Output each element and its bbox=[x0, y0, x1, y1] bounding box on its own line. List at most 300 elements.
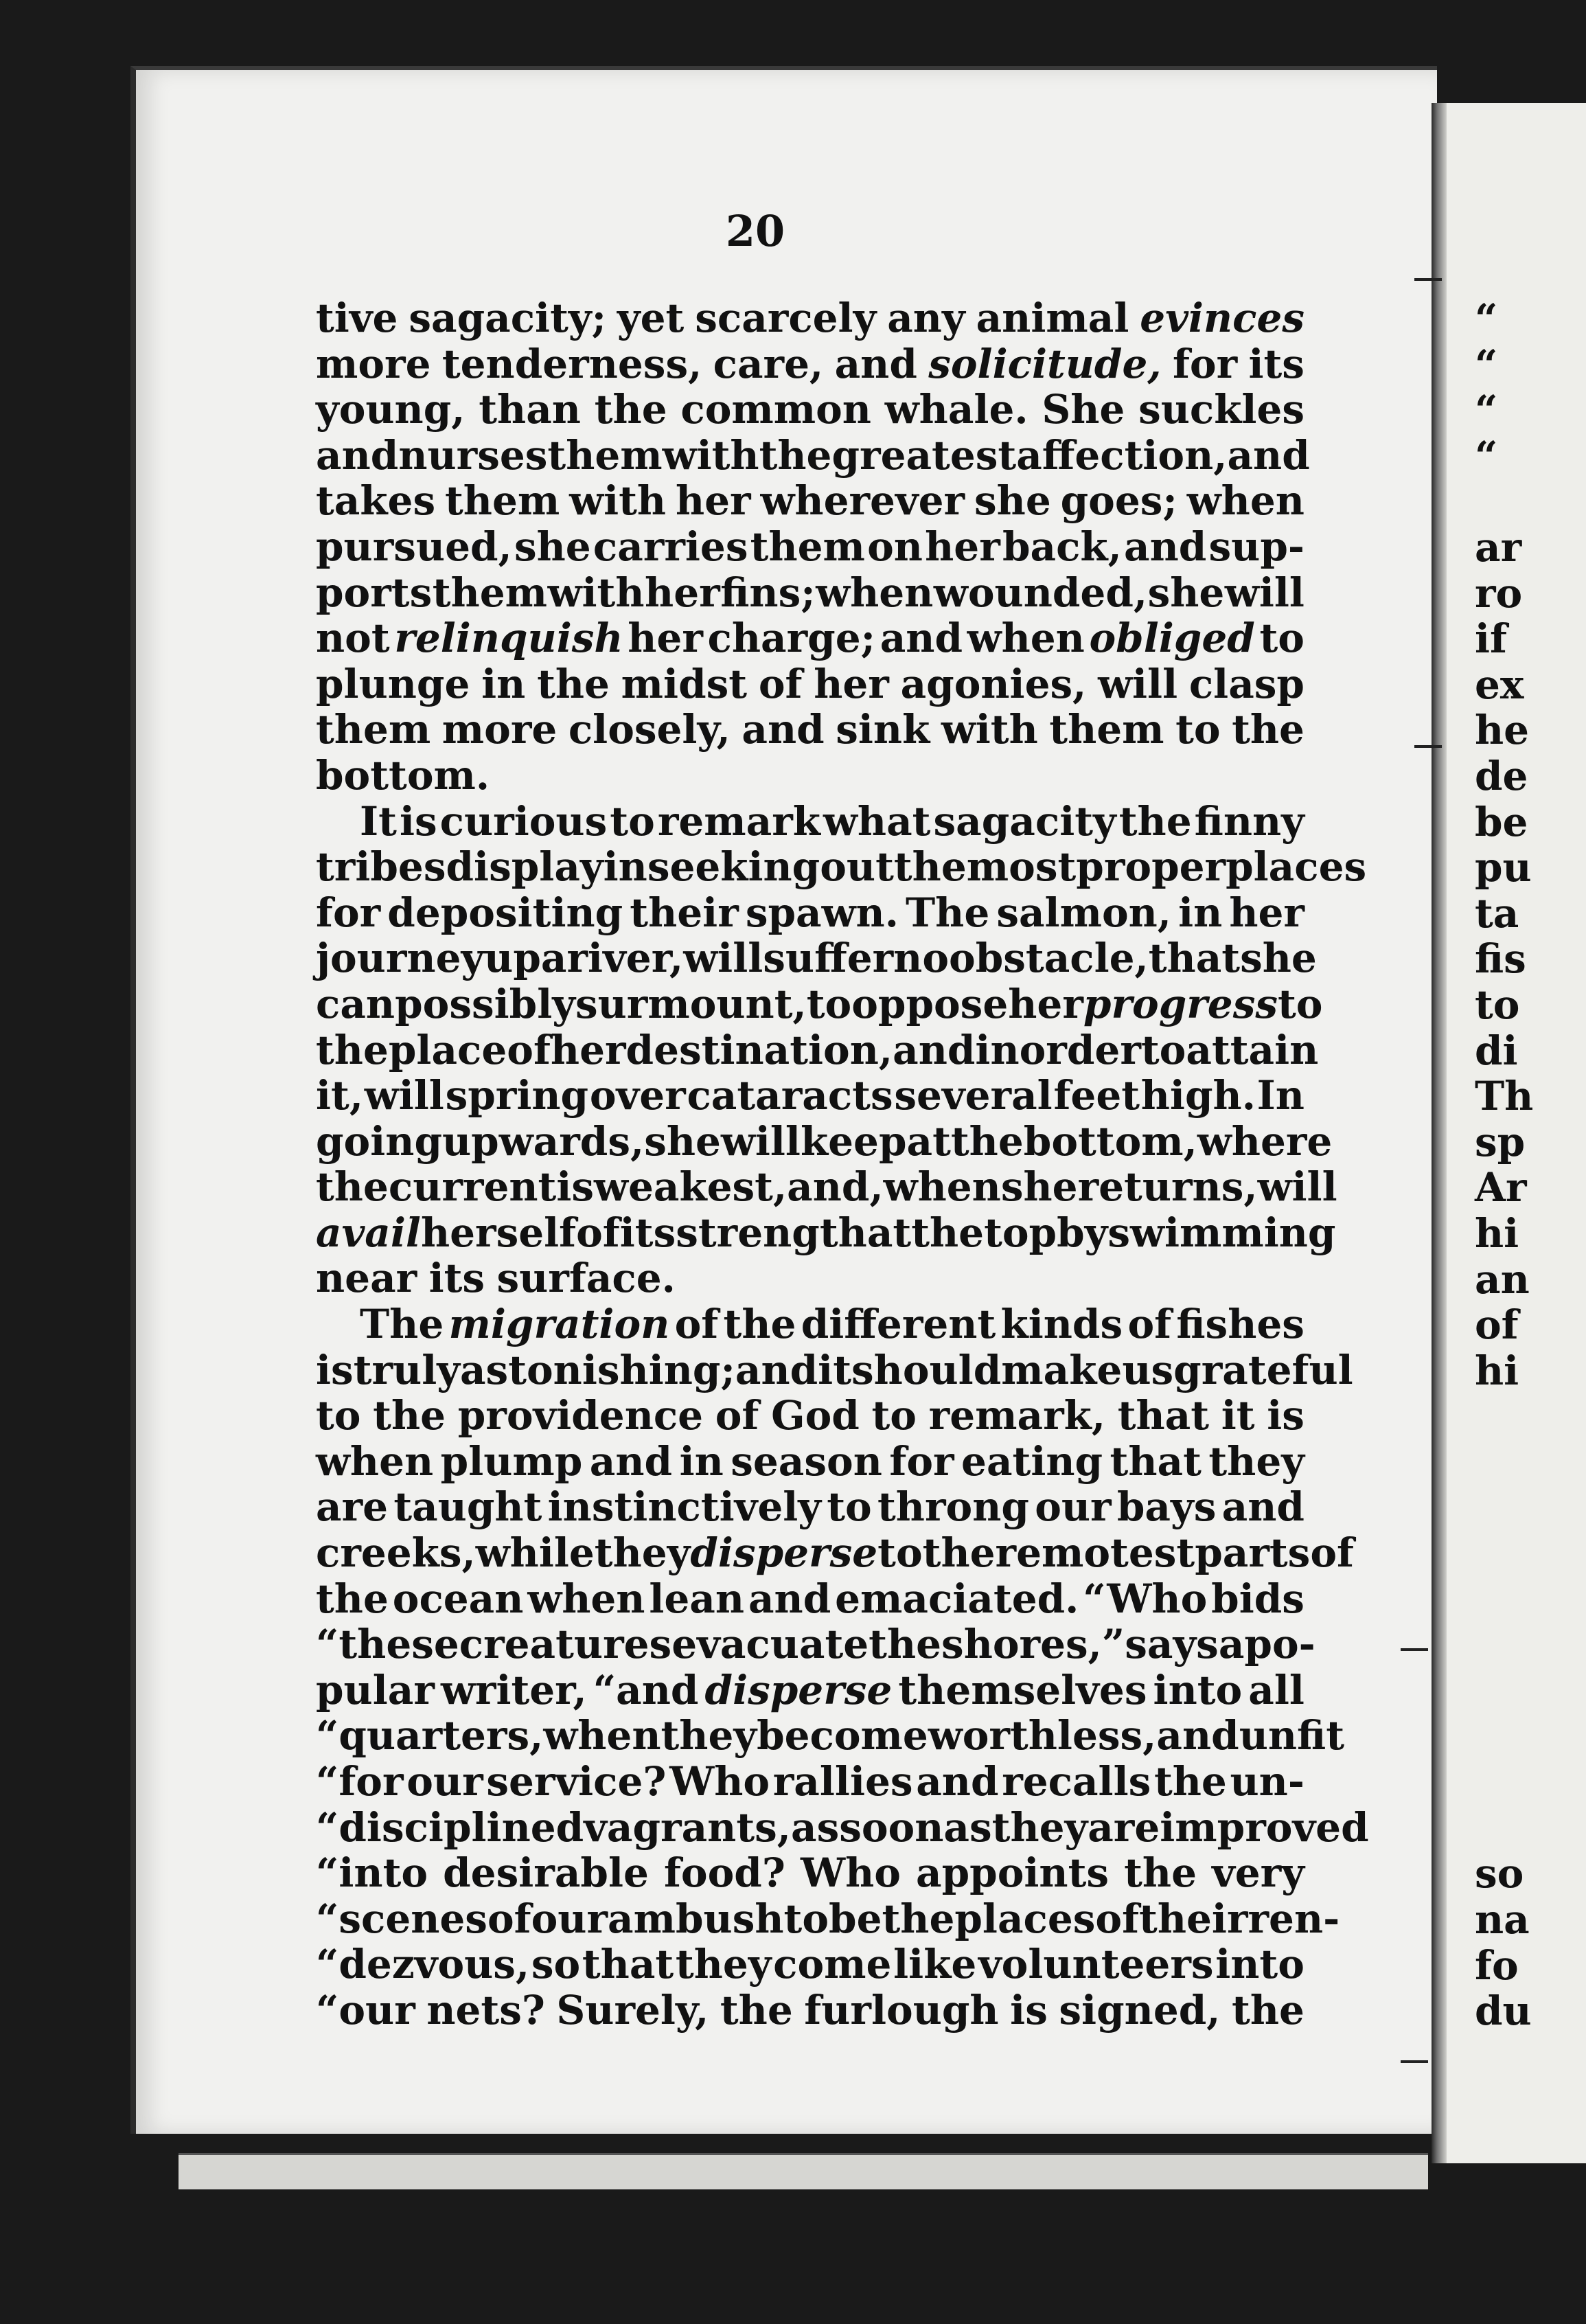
word: emaciated. bbox=[835, 1575, 1079, 1622]
word: so bbox=[531, 1941, 581, 1988]
word: the bbox=[316, 1575, 389, 1622]
book-gutter bbox=[1432, 103, 1447, 2163]
word: into bbox=[1215, 1941, 1305, 1988]
word: of bbox=[1095, 1895, 1140, 1942]
word: ren- bbox=[1248, 1895, 1340, 1942]
word: them bbox=[445, 477, 560, 525]
text-line bbox=[316, 1255, 1305, 1301]
text-line bbox=[316, 478, 1305, 524]
facing-page-fragment: de bbox=[1475, 753, 1528, 799]
word: to bbox=[806, 980, 852, 1027]
word: plunge bbox=[316, 660, 470, 707]
word: the bbox=[759, 431, 832, 479]
word: she bbox=[1240, 935, 1317, 982]
text-line bbox=[316, 980, 1323, 1027]
word: of bbox=[674, 1301, 719, 1348]
word: “disciplined bbox=[316, 1803, 584, 1851]
word: near bbox=[316, 1255, 417, 1302]
word: the bbox=[922, 1529, 996, 1577]
facing-page-fragment: ar bbox=[1475, 524, 1522, 571]
page-stack-edge bbox=[179, 2153, 1428, 2189]
word: surmount, bbox=[575, 980, 807, 1027]
word: them bbox=[432, 569, 548, 616]
word: at bbox=[866, 1209, 912, 1256]
word: seeking bbox=[647, 843, 820, 891]
word: and, bbox=[787, 1163, 884, 1211]
word: suffer bbox=[763, 935, 894, 982]
word: “scenes bbox=[316, 1895, 487, 1942]
word: to bbox=[1278, 980, 1323, 1027]
word: her bbox=[1229, 889, 1305, 936]
word: it bbox=[1221, 1392, 1255, 1439]
word: recalls bbox=[1002, 1758, 1151, 1805]
word: she bbox=[1147, 569, 1225, 616]
word: her bbox=[925, 523, 1000, 570]
word: for bbox=[316, 889, 381, 936]
word: creatures bbox=[459, 1621, 672, 1668]
text-line bbox=[316, 661, 1305, 707]
word: sagacity bbox=[933, 797, 1116, 845]
word: them bbox=[316, 706, 431, 753]
word: “these bbox=[316, 1621, 459, 1668]
text-line bbox=[316, 524, 1305, 570]
word: them bbox=[750, 523, 865, 570]
word: when bbox=[316, 1437, 434, 1485]
word: salmon, bbox=[996, 889, 1171, 936]
facing-page-fragment: to bbox=[1475, 981, 1520, 1028]
word: her bbox=[814, 660, 889, 707]
word: out bbox=[820, 843, 894, 891]
word: order bbox=[1019, 1026, 1141, 1073]
word: more bbox=[441, 706, 558, 753]
word: the bbox=[723, 1301, 796, 1348]
word: over bbox=[589, 1072, 686, 1119]
text-line bbox=[316, 1759, 1305, 1805]
word: “for bbox=[316, 1758, 404, 1805]
italic-word: avail bbox=[316, 1209, 421, 1256]
binding-mark bbox=[1401, 1648, 1428, 1651]
word: are bbox=[316, 1483, 389, 1531]
word: feet bbox=[1053, 1072, 1140, 1119]
word: takes bbox=[316, 477, 436, 525]
text-line bbox=[316, 1163, 1337, 1211]
word: be bbox=[829, 1895, 882, 1942]
word: several bbox=[894, 1072, 1053, 1119]
word: sup- bbox=[1208, 523, 1305, 570]
word: when bbox=[883, 1163, 1001, 1211]
word: Surely, bbox=[556, 1986, 709, 2034]
facing-page-fragment: “ bbox=[1475, 432, 1498, 479]
text-line bbox=[316, 1484, 1305, 1530]
word: the bbox=[316, 1163, 389, 1211]
text-line bbox=[316, 1393, 1305, 1439]
word: the bbox=[537, 660, 610, 707]
word: with bbox=[662, 431, 759, 479]
facing-page-fragment: he bbox=[1475, 707, 1530, 754]
word: she bbox=[1000, 1163, 1078, 1211]
word: and bbox=[1221, 1483, 1305, 1531]
word: animal bbox=[976, 295, 1129, 341]
word: tive bbox=[316, 295, 398, 341]
text-line bbox=[316, 1209, 1336, 1256]
word: remark, bbox=[928, 1392, 1106, 1439]
facing-page-fragment: ex bbox=[1475, 661, 1524, 708]
word: top bbox=[984, 1209, 1057, 1256]
word: when bbox=[967, 615, 1085, 662]
word: is bbox=[1010, 1986, 1048, 2034]
word: pursued, bbox=[316, 523, 512, 570]
word: in bbox=[603, 843, 647, 891]
word: spring bbox=[445, 1072, 589, 1119]
word: God bbox=[771, 1392, 860, 1439]
word: Who bbox=[800, 1849, 901, 1897]
word: in bbox=[481, 660, 526, 707]
binding-mark bbox=[1401, 2060, 1428, 2063]
word: by bbox=[1057, 1209, 1108, 1256]
word: they bbox=[675, 1941, 772, 1988]
text-line bbox=[316, 1712, 1344, 1759]
word: season bbox=[731, 1437, 882, 1485]
word: soon bbox=[839, 1803, 944, 1851]
word: what bbox=[823, 797, 931, 845]
word: the bbox=[720, 1986, 793, 2034]
word: are bbox=[1088, 1803, 1160, 1851]
text-line bbox=[316, 1576, 1305, 1622]
word: the bbox=[1124, 1849, 1197, 1897]
word: of bbox=[507, 1026, 551, 1073]
word: remotest bbox=[995, 1529, 1195, 1577]
text-line bbox=[316, 1941, 1305, 1987]
text-line bbox=[316, 753, 1305, 799]
word: river, bbox=[566, 935, 684, 982]
word: of bbox=[1127, 1301, 1172, 1348]
word: is bbox=[1267, 1392, 1305, 1439]
word: to bbox=[1140, 1026, 1186, 1073]
word: us bbox=[1122, 1346, 1174, 1393]
word: remark bbox=[657, 797, 820, 845]
word: as bbox=[790, 1803, 840, 1851]
word: improved bbox=[1160, 1803, 1369, 1851]
word: of bbox=[758, 660, 803, 707]
word: tribes bbox=[316, 843, 446, 891]
word: they bbox=[594, 1529, 691, 1577]
word: charge; bbox=[707, 615, 876, 662]
word: all bbox=[1248, 1666, 1305, 1713]
word: common bbox=[680, 386, 871, 433]
word: taught bbox=[393, 1483, 542, 1531]
word: she bbox=[514, 523, 591, 570]
facing-page-fragment: sp bbox=[1475, 1118, 1526, 1165]
word: themselves bbox=[898, 1666, 1147, 1713]
word: will bbox=[1098, 660, 1178, 707]
word: attain bbox=[1186, 1026, 1319, 1073]
word: back, bbox=[1002, 523, 1122, 570]
word: suckles bbox=[1138, 386, 1305, 433]
word: oppose bbox=[851, 980, 1009, 1027]
facing-page-fragment: “ bbox=[1475, 387, 1498, 434]
facing-page-fragment: of bbox=[1475, 1301, 1519, 1349]
word: will bbox=[720, 1117, 801, 1165]
word: to bbox=[316, 1392, 361, 1439]
word: its bbox=[1248, 340, 1305, 387]
word: is bbox=[316, 1346, 354, 1393]
word: ports bbox=[316, 569, 433, 616]
word: in bbox=[1178, 889, 1223, 936]
word: surface. bbox=[496, 1255, 676, 1302]
word: different bbox=[801, 1301, 996, 1348]
word: depositing bbox=[387, 889, 623, 936]
word: on bbox=[867, 523, 923, 570]
word: her bbox=[628, 615, 703, 662]
word: proper bbox=[1076, 843, 1226, 891]
word: the bbox=[1232, 1986, 1305, 2034]
word: ambush bbox=[608, 1895, 784, 1942]
word: up bbox=[484, 935, 541, 982]
word: wherever bbox=[760, 477, 965, 525]
text-line bbox=[316, 890, 1305, 936]
italic-word: solicitude, bbox=[928, 340, 1162, 387]
word: strength bbox=[676, 1209, 867, 1256]
word: make bbox=[1001, 1346, 1123, 1393]
word: ocean bbox=[392, 1575, 524, 1622]
word: shores,” bbox=[941, 1621, 1125, 1668]
word: will bbox=[1257, 1163, 1337, 1211]
text-line bbox=[316, 341, 1305, 387]
word: grateful bbox=[1173, 1346, 1353, 1393]
word: a bbox=[1218, 1621, 1245, 1668]
italic-word: disperse bbox=[704, 1666, 893, 1713]
text-line bbox=[316, 1803, 1369, 1851]
text-line bbox=[316, 295, 1305, 341]
word: and bbox=[893, 1026, 976, 1073]
word: should bbox=[851, 1346, 1002, 1393]
word: no bbox=[893, 935, 950, 982]
facing-page-fragment: hi bbox=[1475, 1210, 1519, 1257]
word: finny bbox=[1194, 797, 1305, 845]
word: nurses bbox=[398, 431, 548, 479]
word: that bbox=[1117, 1392, 1210, 1439]
word: nets? bbox=[426, 1986, 545, 2034]
word: service? bbox=[486, 1758, 667, 1805]
word: closely, bbox=[568, 706, 731, 753]
word: furlough bbox=[804, 1986, 999, 2034]
text-line bbox=[316, 387, 1305, 433]
word: for bbox=[1172, 340, 1238, 387]
word: volunteers bbox=[978, 1941, 1214, 1988]
word: herself bbox=[420, 1209, 577, 1256]
word: She bbox=[1042, 386, 1125, 433]
word: like bbox=[893, 1941, 977, 1988]
word: and bbox=[1156, 1712, 1239, 1759]
word: and bbox=[834, 340, 917, 387]
word: more bbox=[316, 340, 431, 387]
word: “and bbox=[593, 1666, 699, 1713]
word: The bbox=[906, 889, 990, 936]
word: truly bbox=[353, 1346, 460, 1393]
word: “into bbox=[316, 1849, 428, 1897]
word: fins; bbox=[720, 569, 816, 616]
word: returns, bbox=[1077, 1163, 1258, 1211]
word: pular bbox=[316, 1666, 435, 1713]
word: destination, bbox=[625, 1026, 893, 1073]
text-line bbox=[316, 1439, 1305, 1485]
word: agonies, bbox=[900, 660, 1087, 707]
word: her bbox=[675, 477, 751, 525]
facing-page-fragment: ta bbox=[1475, 889, 1519, 937]
word: tenderness, bbox=[441, 340, 702, 387]
word: of bbox=[715, 1392, 759, 1439]
word: bottom, bbox=[1023, 1117, 1197, 1165]
word: the bbox=[316, 1026, 389, 1073]
text-line bbox=[316, 1117, 1333, 1165]
word: keep bbox=[800, 1117, 907, 1165]
word: where bbox=[1197, 1117, 1333, 1165]
text-line bbox=[316, 1667, 1305, 1713]
word: and bbox=[1124, 523, 1207, 570]
word: carries bbox=[593, 523, 748, 570]
word: appoints bbox=[916, 1849, 1110, 1897]
word: the bbox=[1232, 706, 1305, 753]
word: the bbox=[373, 1392, 446, 1439]
word: is bbox=[399, 797, 437, 845]
word: bays bbox=[1116, 1483, 1217, 1531]
word: her bbox=[645, 569, 720, 616]
word: un- bbox=[1230, 1758, 1305, 1805]
word: the bbox=[911, 1209, 985, 1256]
word: upwards, bbox=[442, 1117, 645, 1165]
word: her bbox=[550, 1026, 626, 1073]
word: sink bbox=[836, 706, 930, 753]
binding-mark bbox=[1414, 745, 1442, 748]
word: the bbox=[594, 386, 667, 433]
word: astonishing; bbox=[459, 1346, 735, 1393]
binding-mark bbox=[1414, 278, 1442, 281]
word: and bbox=[742, 706, 825, 753]
word: high. bbox=[1140, 1072, 1256, 1119]
word: to bbox=[1259, 615, 1305, 662]
word: that bbox=[582, 1941, 674, 1988]
word: the bbox=[1153, 1758, 1227, 1805]
word: the bbox=[869, 1621, 942, 1668]
word: po- bbox=[1244, 1621, 1315, 1668]
word: to bbox=[610, 797, 655, 845]
word: will bbox=[364, 1072, 444, 1119]
italic-word: obliged bbox=[1089, 615, 1255, 662]
word: it bbox=[818, 1346, 851, 1393]
text-line bbox=[316, 431, 1310, 479]
word: most bbox=[966, 843, 1077, 891]
word: plump bbox=[440, 1437, 583, 1485]
word: display bbox=[446, 843, 604, 891]
word: swimming bbox=[1107, 1209, 1336, 1256]
word: current bbox=[388, 1163, 557, 1211]
word: midst bbox=[621, 660, 748, 707]
text-line bbox=[316, 799, 1305, 845]
word: evacuate bbox=[671, 1621, 869, 1668]
facing-page-fragment: Ar bbox=[1475, 1164, 1527, 1211]
word: to bbox=[877, 1529, 923, 1577]
word: in bbox=[975, 1026, 1020, 1073]
word: a bbox=[540, 935, 567, 982]
word: with bbox=[547, 569, 645, 616]
word: will bbox=[683, 935, 763, 982]
word: “Who bbox=[1083, 1575, 1208, 1622]
word: curious bbox=[439, 797, 608, 845]
word: spawn. bbox=[745, 889, 899, 936]
word: food? bbox=[663, 1849, 785, 1897]
word: its bbox=[619, 1209, 676, 1256]
text-line bbox=[316, 1621, 1315, 1668]
word: places bbox=[954, 1895, 1096, 1942]
word: clasp bbox=[1188, 660, 1305, 707]
word: journey bbox=[316, 935, 485, 982]
word: our bbox=[1035, 1483, 1112, 1531]
word: of bbox=[576, 1209, 620, 1256]
word: our bbox=[531, 1895, 608, 1942]
word: It bbox=[360, 797, 397, 845]
text-line bbox=[316, 707, 1305, 753]
word: greatest bbox=[831, 431, 1017, 479]
word: come bbox=[773, 1941, 892, 1988]
word: weakest, bbox=[594, 1163, 788, 1211]
word: In bbox=[1256, 1072, 1305, 1119]
word: unfit bbox=[1239, 1712, 1344, 1759]
word: when bbox=[816, 569, 934, 616]
text-line bbox=[316, 1301, 1305, 1347]
word: vagrants, bbox=[584, 1803, 791, 1851]
word: they bbox=[991, 1803, 1088, 1851]
word: bids bbox=[1211, 1575, 1305, 1622]
word: their bbox=[630, 889, 739, 936]
body-text bbox=[316, 295, 1369, 2034]
word: when bbox=[527, 1575, 645, 1622]
word: with bbox=[569, 477, 667, 525]
word: her bbox=[1008, 980, 1083, 1027]
word: “dezvous, bbox=[316, 1941, 530, 1988]
word: that bbox=[1148, 935, 1241, 982]
facing-page-fragment: if bbox=[1475, 615, 1507, 663]
word: of bbox=[487, 1895, 531, 1942]
word: and bbox=[748, 1575, 831, 1622]
text-line bbox=[316, 1346, 1353, 1393]
word: and bbox=[589, 1437, 673, 1485]
italic-word: relinquish bbox=[394, 615, 623, 662]
word: wounded, bbox=[933, 569, 1148, 616]
word: signed, bbox=[1059, 1986, 1221, 2034]
word: their bbox=[1139, 1895, 1248, 1942]
word: while bbox=[475, 1529, 595, 1577]
word: cataracts bbox=[687, 1072, 893, 1119]
text-line bbox=[316, 1073, 1305, 1119]
word: than bbox=[479, 386, 581, 433]
word: to bbox=[783, 1895, 829, 1942]
word: place bbox=[388, 1026, 507, 1073]
word: affection, bbox=[1016, 431, 1228, 479]
word: when bbox=[543, 1712, 661, 1759]
word: the bbox=[1118, 797, 1192, 845]
word: they bbox=[660, 1712, 757, 1759]
page-number: 20 bbox=[725, 206, 785, 256]
word: and bbox=[316, 431, 399, 479]
word: obstacle, bbox=[949, 935, 1149, 982]
word: desirable bbox=[443, 1849, 649, 1897]
facing-page-fragment: “ bbox=[1475, 341, 1498, 388]
word: not bbox=[316, 615, 390, 662]
word: for bbox=[889, 1437, 954, 1485]
word: to bbox=[827, 1483, 872, 1531]
word: sagacity; bbox=[409, 295, 606, 341]
facing-page-fragment: so bbox=[1475, 1850, 1524, 1898]
